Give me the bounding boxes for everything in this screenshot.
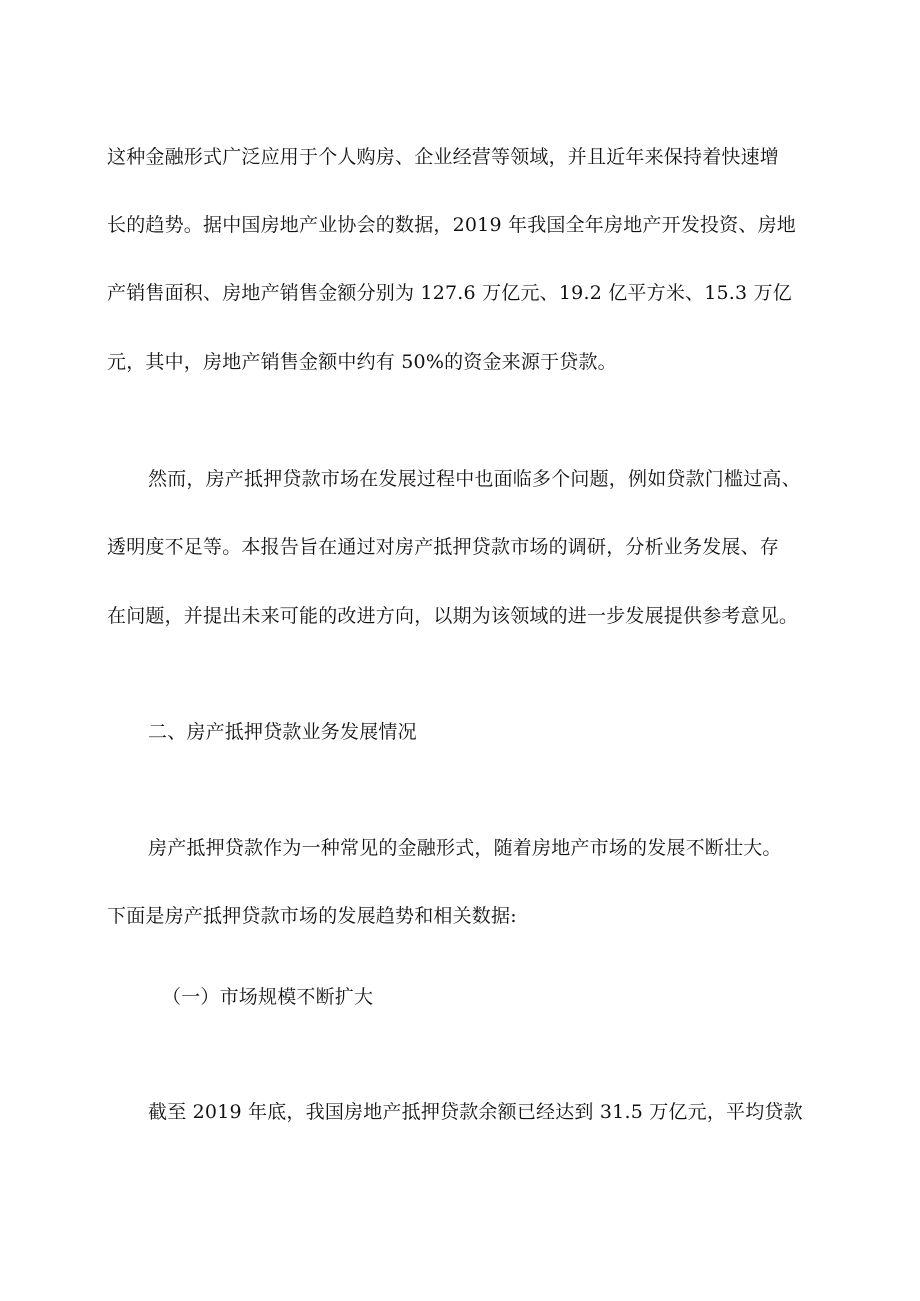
text-line: 房产抵押贷款作为一种常见的金融形式，随着房地产市场的发展不断壮大。: [148, 837, 782, 859]
text-line: 在问题，并提出未来可能的改进方向，以期为该领域的进一步发展提供参考意见。: [107, 605, 799, 627]
text-line: 长的趋势。据中国房地产业协会的数据，2019 年我国全年房地产开发投资、房地: [107, 214, 796, 236]
text-line: 截至 2019 年底，我国房地产抵押贷款余额已经达到 31.5 万亿元，平均贷款: [148, 1101, 803, 1123]
text-line: 透明度不足等。本报告旨在通过对房产抵押贷款市场的调研，分析业务发展、存: [107, 536, 780, 558]
text-line: 然而，房产抵押贷款市场在发展过程中也面临多个问题，例如贷款门槛过高、: [148, 468, 801, 490]
text-line: 元，其中，房地产销售金额中约有 50%的资金来源于贷款。: [107, 351, 617, 373]
subsection-heading: （一）市场规模不断扩大: [162, 986, 374, 1008]
text-line: 下面是房产抵押贷款市场的发展趋势和相关数据:: [107, 905, 517, 927]
section-heading: 二、房产抵押贷款业务发展情况: [148, 721, 417, 743]
text-line: 产销售面积、房地产销售金额分别为 127.6 万亿元、19.2 亿平方米、15.3 万亿: [107, 282, 792, 304]
text-line: 这种金融形式广泛应用于个人购房、企业经营等领域，并且近年来保持着快速增: [107, 146, 780, 168]
